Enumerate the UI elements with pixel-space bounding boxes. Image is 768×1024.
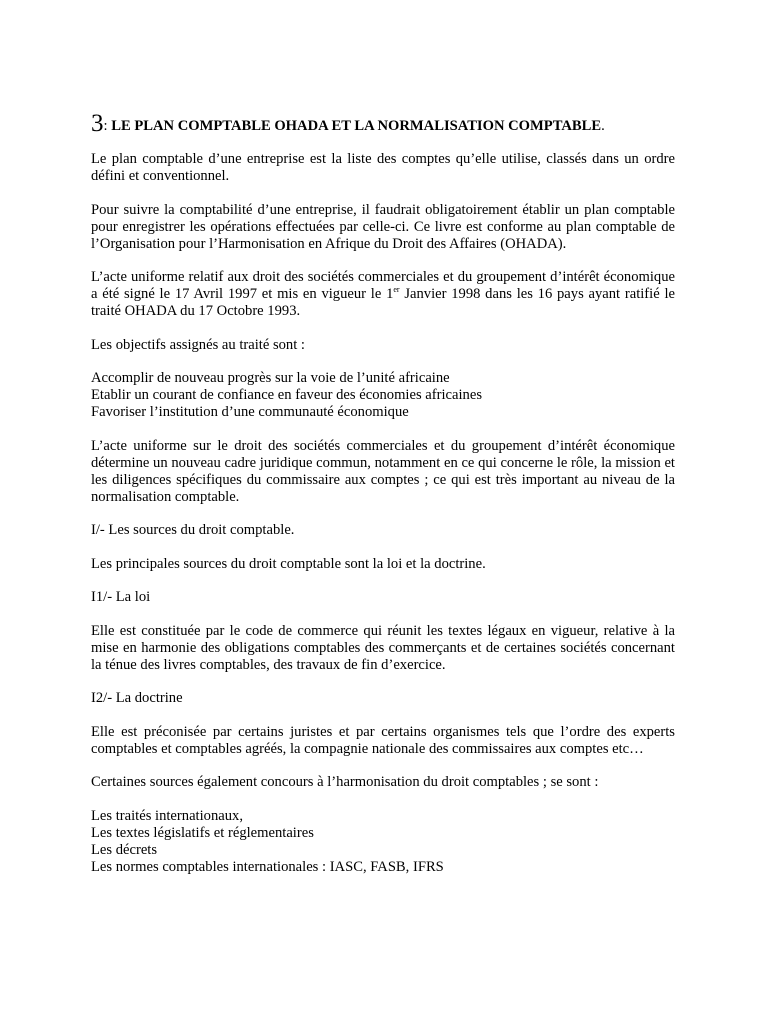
paragraph-uniform-act-text-before: L’acte uniforme relatif aux droit des sociétés commerciales et du groupement d’intérêt économique a été signé le 17 Avril 1997 et mis en vigueur le 1 [91,269,675,302]
section-number: 3 [91,110,104,137]
paragraph-uniform-act-signing [91,269,675,320]
superscript-er: er [393,285,400,294]
section-title: LE PLAN COMPTABLE OHADA ET LA NORMALISATION COMPTABLE [111,118,602,134]
subheading-law: I1/- La loi [91,589,151,605]
list-item: Les traités internationaux, [91,807,243,824]
subheading-doctrine: I2/- La doctrine [91,690,183,706]
list-item: Etablir un courant de confiance en faveur des économies africaines [91,387,483,403]
paragraph-plan-definition: Le plan comptable d’une entreprise est la liste des comptes qu’elle utilise, classés dans un ordre défini et conventionnel. [91,151,675,184]
list-item: Accomplir de nouveau progrès sur la voie de l’unité africaine [91,370,450,386]
list-item: Les normes comptables internationales : IASC, FASB, IFRS [91,858,444,875]
objectives-list [91,370,675,421]
list-item: Les décrets [91,841,158,858]
paragraph-other-sources-intro: Certaines sources également concours à l’harmonisation du droit comptables ; se sont : [91,774,599,790]
subheading-sources: I/- Les sources du droit comptable. [91,522,295,538]
paragraph-uniform-act-text-after: Janvier 1998 dans les 16 pays ayant ratifié le traité OHADA du 17 Octobre 1993. [91,286,675,319]
paragraph-ohada-plan: Pour suivre la comptabilité d’une entreprise, il faudrait obligatoirement établir un plan comptable pour enregistrer les opérations effectuées par celle-ci. Ce livre est conforme au plan comptable de l’Organisation pour l’Harmonisation en Afrique du Droit des Affaires (OHADA). [91,201,675,252]
section-colon: : [103,118,108,134]
section-period: . [601,118,605,134]
list-item: Les textes législatifs et réglementaires [91,824,314,841]
section-heading [91,110,675,137]
paragraph-uniform-act-framework: L’acte uniforme sur le droit des sociétés commerciales et du groupement d’intérêt économique détermine un nouveau cadre juridique commun, notamment en ce qui concerne le rôle, la mission et les diligences spécifiques du commissaire aux comptes ; ce qui est très important au niveau de la normalisation comptable. [91,437,675,505]
sources-list [91,808,675,876]
paragraph-main-sources: Les principales sources du droit comptable sont la loi et la doctrine. [91,555,486,572]
paragraph-objectives-intro: Les objectifs assignés au traité sont : [91,336,305,353]
paragraph-doctrine: Elle est préconisée par certains juristes et par certains organismes tels que l’ordre des experts comptables et comptables agréés, la compagnie nationale des commissaires aux comptes etc… [91,723,675,757]
paragraph-law: Elle est constituée par le code de commerce qui réunit les textes légaux en vigueur, relative à la mise en harmonie des obligations comptables des commerçants et de certaines sociétés concernant la ténue des livres comptables, des travaux de fin d’exercice. [91,622,675,673]
document-page [91,110,675,892]
list-item: Favoriser l’institution d’une communauté économique [91,404,409,420]
